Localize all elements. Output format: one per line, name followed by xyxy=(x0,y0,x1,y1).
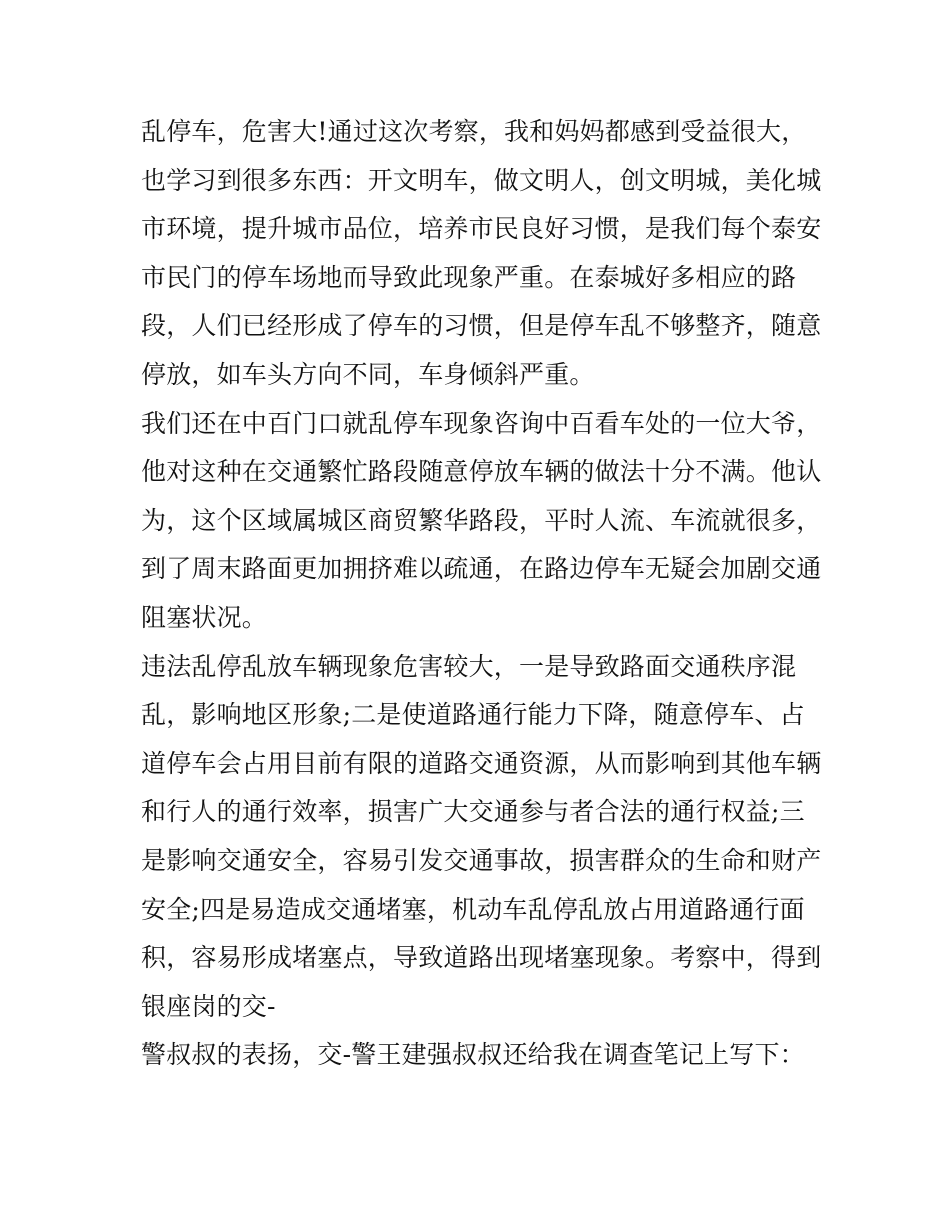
text-line-8: 他对这种在交通繁忙路段随意停放车辆的做法十分不满。他认 xyxy=(141,457,822,487)
text-line-3: 市环境，提升城市品位，培养市民良好习惯，是我们每个泰安 xyxy=(141,214,822,244)
text-line-2: 也学习到很多东西：开文明车，做文明人，创文明城，美化城 xyxy=(141,165,822,195)
body-text xyxy=(141,108,821,1080)
text-line-20: 警叔叔的表扬，交-警王建强叔叔还给我在调查笔记上写下： xyxy=(141,1040,805,1070)
text-line-11: 阻塞状况。 xyxy=(141,602,268,632)
text-line-16: 是影响交通安全，容易引发交通事故，损害群众的生命和财产 xyxy=(141,845,822,875)
text-line-7: 我们还在中百门口就乱停车现象咨询中百看车处的一位大爷， xyxy=(141,408,822,438)
text-line-13: 乱，影响地区形象;二是使道路通行能力下降，随意停车、占 xyxy=(141,700,805,730)
text-line-18: 积，容易形成堵塞点，导致道路出现堵塞现象。考察中，得到 xyxy=(141,943,822,973)
text-line-14: 道停车会占用目前有限的道路交通资源，从而影响到其他车辆 xyxy=(141,748,822,778)
text-line-9: 为，这个区域属城区商贸繁华路段，平时人流、车流就很多， xyxy=(141,505,822,535)
text-line-12: 违法乱停乱放车辆现象危害较大，一是导致路面交通秩序混 xyxy=(141,651,797,681)
text-line-1: 乱停车，危害大!通过这次考察，我和妈妈都感到受益很大， xyxy=(141,117,807,146)
text-line-5: 段，人们已经形成了停车的习惯，但是停车乱不够整齐，随意 xyxy=(141,311,822,341)
text-line-15: 和行人的通行效率，损害广大交通参与者合法的通行权益;三 xyxy=(141,797,805,827)
text-line-10: 到了周末路面更加拥挤难以疏通，在路边停车无疑会加剧交通 xyxy=(141,554,822,584)
text-line-6: 停放，如车头方向不同，车身倾斜严重。 xyxy=(141,359,595,389)
text-line-4: 市民门的停车场地而导致此现象严重。在泰城好多相应的路 xyxy=(141,262,797,292)
text-line-17: 安全;四是易造成交通堵塞，机动车乱停乱放占用道路通行面 xyxy=(141,894,805,924)
text-line-19: 银座岗的交- xyxy=(141,991,276,1021)
